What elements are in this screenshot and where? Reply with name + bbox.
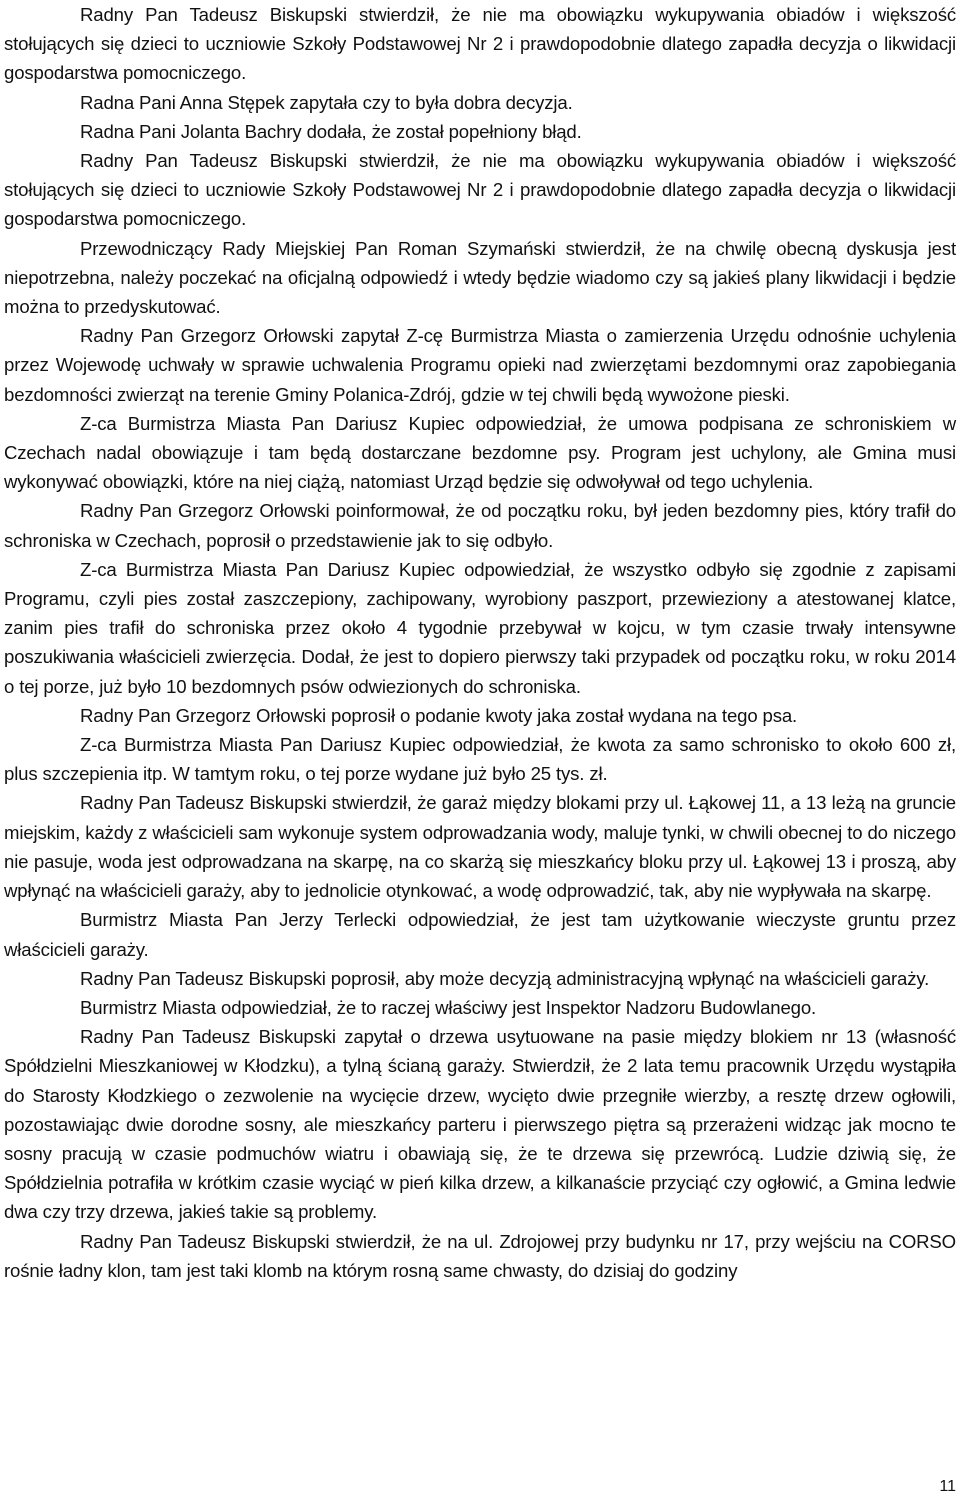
paragraph-14: Radny Pan Tadeusz Biskupski poprosił, aby może decyzją administracyjną wpłynąć na właścicieli garaży. — [80, 967, 930, 989]
paragraph-2: Radna Pani Anna Stępek zapytała czy to była dobra decyzja. — [80, 91, 573, 113]
paragraph-11: Z-ca Burmistrza Miasta Pan Dariusz Kupiec odpowiedział, że kwota za samo schronisko to około 600 zł, plus szczepienia itp. W tamtym roku, o tej porze wydane już było 25 tys. zł. — [4, 734, 956, 785]
paragraph-12: Radny Pan Tadeusz Biskupski stwierdził, że garaż między blokami przy ul. Łąkowej 11, a 13 leżą na gruncie miejskim, każdy z właścicieli sam wykonuje system odprowadzania wody, maluje tynki, w chwili obecnej to do niczego nie pasuje, woda jest odprowadzana na skarpę, na co skarżą się mieszkańcy bloku przy ul. Łąkowej 13 i proszą, aby wpłynąć na właścicieli garaży, aby to jednolicie otynkować, a wodę odprowadzić, tak, aby nie wypływała na skarpę. — [4, 792, 956, 902]
paragraph-17: Radny Pan Tadeusz Biskupski stwierdził, że na ul. Zdrojowej przy budynku nr 17, przy wejściu na CORSO rośnie ładny klon, tam jest taki klomb na którym rosną same chwasty, do dzisiaj do godziny — [4, 1230, 956, 1281]
document-body — [4, 0, 956, 1285]
paragraph-13: Burmistrz Miasta Pan Jerzy Terlecki odpowiedział, że jest tam użytkowanie wieczyste gruntu przez właścicieli garaży. — [4, 909, 956, 960]
paragraph-1: Radny Pan Tadeusz Biskupski stwierdził, że nie ma obowiązku wykupywania obiadów i większość stołujących się dzieci to uczniowie Szkoły Podstawowej Nr 2 i prawdopodobnie dlatego zapadła decyzja o likwidacji gospodarstwa pomocniczego. — [4, 4, 956, 84]
paragraph-15: Burmistrz Miasta odpowiedział, że to raczej właściwy jest Inspektor Nadzoru Budowlanego. — [80, 996, 817, 1018]
page-number: 11 — [939, 1478, 956, 1495]
paragraph-6: Radny Pan Grzegorz Orłowski zapytał Z-cę Burmistrza Miasta o zamierzenia Urzędu odnośnie uchylenia przez Wojewodę uchwały w sprawie uchwalenia Programu opieki nad zwierzętami bezdomnymi oraz zapobiegania bezdomności zwierząt na terenie Gminy Polanica-Zdrój, gdzie w tej chwili będą wywożone pieski. — [4, 325, 956, 405]
paragraph-4: Radny Pan Tadeusz Biskupski stwierdził, że nie ma obowiązku wykupywania obiadów i większość stołujących się dzieci to uczniowie Szkoły Podstawowej Nr 2 i prawdopodobnie dlatego zapadła decyzja o likwidacji gospodarstwa pomocniczego. — [4, 150, 956, 230]
paragraph-7: Z-ca Burmistrza Miasta Pan Dariusz Kupiec odpowiedział, że umowa podpisana ze schroniskiem w Czechach nadal obowiązuje i tam będą dostarczane bezdomne psy. Program jest uchylony, ale Gmina musi wykonywać obowiązki, które na niej ciążą, natomiast Urząd będzie się odwoływał od tego uchylenia. — [4, 412, 956, 493]
paragraph-5: Przewodniczący Rady Miejskiej Pan Roman Szymański stwierdził, że na chwilę obecną dyskusja jest niepotrzebna, należy poczekać na oficjalną odpowiedź i wtedy będzie wiadomo czy są jakieś plany likwidacji i będzie można to przedyskutować. — [4, 237, 956, 318]
paragraph-10: Radny Pan Grzegorz Orłowski poprosił o podanie kwoty jaka został wydana na tego psa. — [80, 704, 798, 726]
paragraph-16: Radny Pan Tadeusz Biskupski zapytał o drzewa usytuowane na pasie między blokiem nr 13 (własność Spółdzielni Mieszkaniowej w Kłodzku), a tylną ścianą garaży. Stwierdził, że 2 lata temu pracownik Urzędu wystąpiła do Starosty Kłodzkiego o zezwolenie na wycięcie drzew, wycięto dwie przegniłe wierzby, a resztę drzew ogłowili, pozostawiając dwie dorodne sosny, ale mieszkańcy parteru i pierwszego piętra są przerażeni widząc jak mocno te sosny pracują w czasie podmuchów wiatru i obawiają się, że te drzewa się przewrócą. Ludzie dziwią się, że Spółdzielnia potrafiła w krótkim czasie wyciąć w pień kilka drzew, a kilkanaście przyciąć czy ogłowić, a Gmina ledwie dwa czy trzy drzewa, jakieś takie są problemy. — [4, 1026, 956, 1223]
paragraph-9: Z-ca Burmistrza Miasta Pan Dariusz Kupiec odpowiedział, że wszystko odbyło się zgodnie z zapisami Programu, czyli pies został zaszczepiony, zachipowany, wyrobiony paszport, przewieziony a atestowanej klatce, zanim pies trafił do schroniska przez około 4 tygodnie przebywał w kojcu, w tym czasie trwały intensywne poszukiwania właścicieli zwierzęcia. Dodał, że jest to dopiero pierwszy taki przypadek od początku roku, w roku 2014 o tej porze, już było 10 bezdomnych psów odwiezionych do schroniska. — [4, 558, 956, 697]
paragraph-8: Radny Pan Grzegorz Orłowski poinformował, że od początku roku, był jeden bezdomny pies, który trafił do schroniska w Czechach, poprosił o przedstawienie jak to się odbyło. — [4, 500, 956, 551]
paragraph-3: Radna Pani Jolanta Bachry dodała, że został popełniony błąd. — [80, 120, 582, 142]
